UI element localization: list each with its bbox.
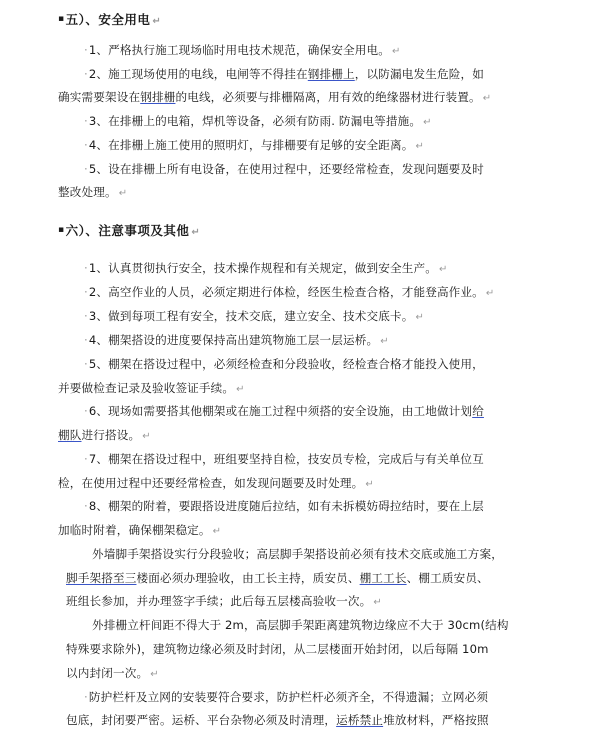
paragraph-line: 棚队进行搭设。 ↵ [58, 428, 151, 442]
paragraph-line: ·7、棚架在搭设过程中，班组要坚持自检，技安员专检，完成后与有关单位互 [84, 452, 484, 466]
paragraph-line: ·4、棚架搭设的进度要保持高出建筑物施工层一层运桥。 ↵ [84, 333, 389, 347]
paragraph-line: 包底，封闭要严密。运桥、平台杂物必须及时清理，运桥禁止堆放材料，严格按照 [66, 713, 489, 727]
paragraph-line: 整改处理。 ↵ [58, 185, 128, 199]
paragraph-line: 检，在使用过程中还要经常检查，如发现问题要及时处理。 ↵ [58, 476, 374, 490]
paragraph-line: ·6、现场如需要搭其他棚架或在施工过程中须搭的安全设施，由工地做计划给 [84, 404, 484, 418]
bullet-mark: ▪ [58, 225, 65, 235]
paragraph-line: ·1、认真贯彻执行安全，技术操作规程和有关规定，做到安全生产。 ↵ [84, 261, 448, 275]
paragraph-line: ·3、做到每项工程有安全，技术交底，建立安全、技术交底卡。 ↵ [84, 309, 424, 323]
paragraph-line: 外排栅立杆间距不得大于 2m，高层脚手架距离建筑物边缘应不大于 30cm(结构 [92, 618, 509, 632]
paragraph-line: 确实需要架设在钢排栅的电线，必须要与排栅隔离，用有效的绝缘器材进行装置。 ↵ [58, 90, 492, 104]
paragraph-line: 特殊要求除外)，建筑物边缘必须及时封闭，从二层楼面开始封闭，以后每隔 10m [66, 642, 489, 656]
section-title: 五）、安全用电 [65, 12, 151, 27]
paragraph-line: 以内封闭一次。 ↵ [66, 666, 159, 680]
section-heading-5: ▪五）、安全用电 ↵ [58, 12, 162, 27]
paragraph-line: 加临时附着，确保棚架稳定。 ↵ [58, 523, 222, 537]
paragraph-line: 班组长参加，并办理签字手续；此后每五层楼高验收一次。 ↵ [66, 594, 382, 608]
paragraph-line: ·4、在排栅上施工使用的照明灯，与排栅要有足够的安全距离。 ↵ [84, 138, 424, 152]
paragraph-line: 并要做检查记录及验收签证手续。 ↵ [58, 381, 245, 395]
paragraph-line: ·1、严格执行施工现场临时用电技术规范，确保安全用电。 ↵ [84, 43, 401, 57]
paragraph-line: ·5、设在排栅上所有电设备，在使用过程中，还要经常检查，发现问题要及时 [84, 162, 484, 176]
paragraph-line: ·3、在排栅上的电箱，焊机等设备，必须有防雨. 防漏电等措施。 ↵ [84, 114, 432, 128]
section-heading-6: ▪六）、注意事项及其他 ↵ [58, 223, 201, 238]
paragraph-line: 外墙脚手架搭设实行分段验收；高层脚手架搭设前必须有技术交底或施工方案， [92, 547, 504, 561]
paragraph-line: ·5、棚架在搭设过程中，必须经检查和分段验收，经检查合格才能投入使用， [84, 357, 484, 371]
paragraph-line: 脚手架搭至三楼面必须办理验收，由工长主持，质安员、棚工工长、棚工质安员、 [66, 571, 489, 585]
paragraph-line: ·防护栏杆及立网的安装要符合要求，防护栏杆必须齐全，不得遗漏；立网必须 [84, 690, 489, 704]
bullet-mark: ▪ [58, 14, 65, 24]
paragraph-line: ·2、施工现场使用的电线，电闸等不得挂在钢排栅上，以防漏电发生危险，如 [84, 67, 484, 81]
paragraph-line: ·2、高空作业的人员，必须定期进行体检，经医生检查合格，才能登高作业。 ↵ [84, 285, 495, 299]
section-title: 六）、注意事项及其他 [65, 223, 190, 238]
paragraph-line: ·8、棚架的附着，要跟搭设进度随后拉结，如有未拆模妨碍拉结时，要在上层 [84, 499, 484, 513]
